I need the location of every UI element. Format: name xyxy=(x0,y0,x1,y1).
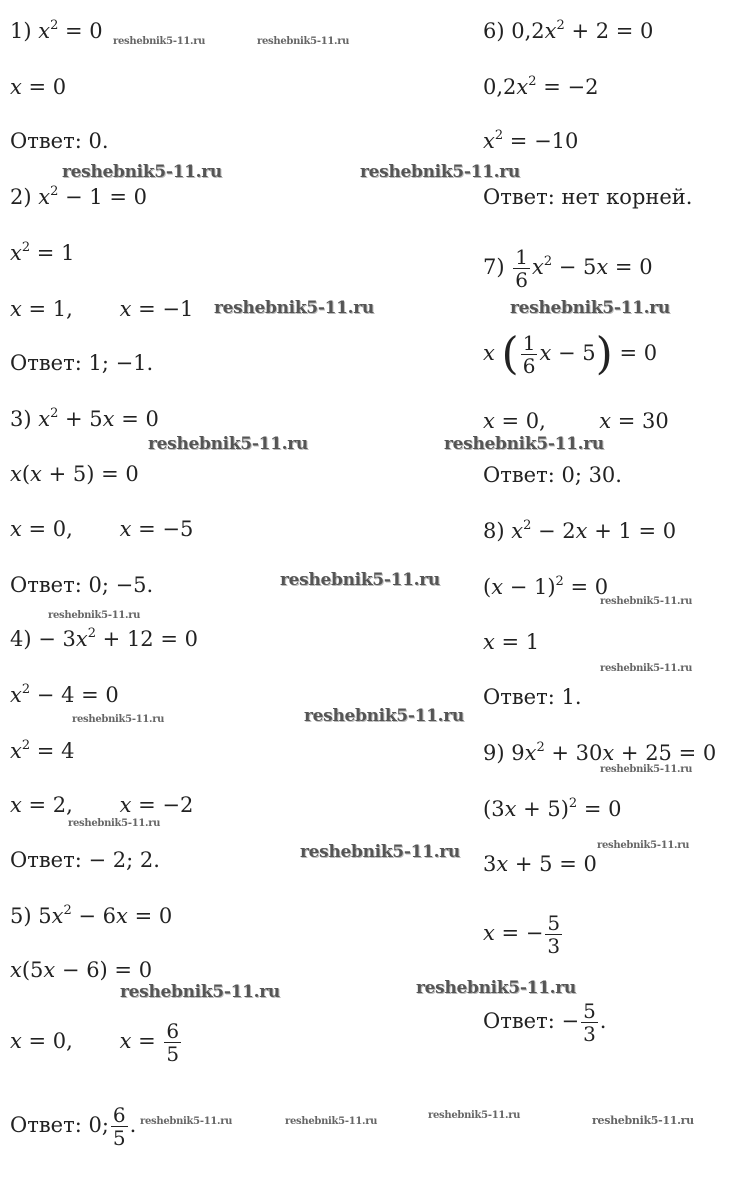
watermark: reshebnik5-11.ru xyxy=(148,434,308,454)
watermark: reshebnik5-11.ru xyxy=(444,434,604,454)
p4-equation: $4) - 3x^2 + 12 = 0$ xyxy=(10,626,198,651)
p4-step-2: $x^2 = 4$ xyxy=(10,738,75,763)
p1-step: x = 0 xyxy=(10,75,67,99)
watermark: reshebnik5-11.ru xyxy=(300,842,460,862)
p6-equation: 6) $0,2x^2 + 2 = 0$ xyxy=(483,18,654,43)
watermark: reshebnik5-11.ru xyxy=(304,706,464,726)
p8-answer: Ответ: 1. xyxy=(483,685,582,709)
p5-roots: x = 0, x = $\frac{6}{5}$ xyxy=(10,1019,180,1066)
p1-answer: Ответ: 0. xyxy=(10,129,109,153)
watermark: reshebnik5-11.ru xyxy=(597,840,690,851)
p2-step-1: $x^2 = 1$ xyxy=(10,240,75,265)
p8-step-1: $(x - 1)^2 = 0$ xyxy=(483,574,609,599)
p3-answer: Ответ: 0; −5. xyxy=(10,573,154,597)
watermark: reshebnik5-11.ru xyxy=(280,570,440,590)
watermark: reshebnik5-11.ru xyxy=(140,1116,233,1127)
watermark: reshebnik5-11.ru xyxy=(600,764,693,775)
watermark: reshebnik5-11.ru xyxy=(257,36,350,47)
watermark: reshebnik5-11.ru xyxy=(285,1116,378,1127)
p6-step-2: $x^2 = -10$ xyxy=(483,128,579,153)
p9-step-1: $(3x + 5)^2 = 0$ xyxy=(483,796,622,821)
p3-equation: 3) $x^2 + 5x = 0$ xyxy=(10,406,159,431)
p6-answer: Ответ: нет корней. xyxy=(483,185,693,209)
p2-equation: 2) $x^2 - 1 = 0$ xyxy=(10,184,147,209)
watermark: reshebnik5-11.ru xyxy=(48,610,141,621)
p3-roots: x = 0, x = −5 xyxy=(10,517,194,541)
p7-equation: 7) $\frac{1}{6}$ $x^2 - 5x = 0$ xyxy=(483,245,653,292)
watermark: reshebnik5-11.ru xyxy=(120,982,280,1002)
p5-equation: 5) $5x^2 - 6x = 0$ xyxy=(10,903,173,928)
watermark: reshebnik5-11.ru xyxy=(592,1114,694,1127)
p5-step-1: x(5x − 6) = 0 xyxy=(10,958,153,982)
p4-step-1: $x^2 - 4 = 0$ xyxy=(10,682,119,707)
watermark: reshebnik5-11.ru xyxy=(600,596,693,607)
p6-step-1: $0,2x^2 = -2$ xyxy=(483,74,599,99)
p7-roots: x = 0, x = 30 xyxy=(483,409,669,433)
p1-equation: 1) $x^2 = 0$ xyxy=(10,18,103,43)
p2-roots: x = 1, x = −1 xyxy=(10,297,194,321)
p5-answer: Ответ: 0; $\frac{6}{5}$ . xyxy=(10,1103,137,1150)
p7-answer: Ответ: 0; 30. xyxy=(483,463,622,487)
watermark: reshebnik5-11.ru xyxy=(113,36,206,47)
watermark: reshebnik5-11.ru xyxy=(416,978,576,998)
watermark: reshebnik5-11.ru xyxy=(72,714,165,725)
p2-answer: Ответ: 1; −1. xyxy=(10,351,154,375)
p9-answer: Ответ: − $\frac{5}{3}$ . xyxy=(483,999,607,1046)
p9-root: x = − $\frac{5}{3}$ xyxy=(483,911,561,958)
p8-equation: 8) $x^2 - 2x + 1 = 0$ xyxy=(483,518,677,543)
p9-step-2: 3x + 5 = 0 xyxy=(483,852,597,876)
p9-equation: 9) $9x^2 + 30x + 25 = 0$ xyxy=(483,740,717,765)
watermark: reshebnik5-11.ru xyxy=(214,298,374,318)
watermark: reshebnik5-11.ru xyxy=(428,1110,521,1121)
p3-step-1: x(x + 5) = 0 xyxy=(10,462,139,486)
p7-step-1: x ( $\frac{1}{6}$ x − 5) = 0 xyxy=(483,328,658,380)
watermark: reshebnik5-11.ru xyxy=(600,663,693,674)
p4-answer: Ответ: − 2; 2. xyxy=(10,848,160,872)
watermark: reshebnik5-11.ru xyxy=(68,818,161,829)
watermark: reshebnik5-11.ru xyxy=(62,162,222,182)
watermark: reshebnik5-11.ru xyxy=(360,162,520,182)
p8-step-2: x = 1 xyxy=(483,630,540,654)
watermark: reshebnik5-11.ru xyxy=(510,298,670,318)
p4-roots: x = 2, x = −2 xyxy=(10,793,194,817)
